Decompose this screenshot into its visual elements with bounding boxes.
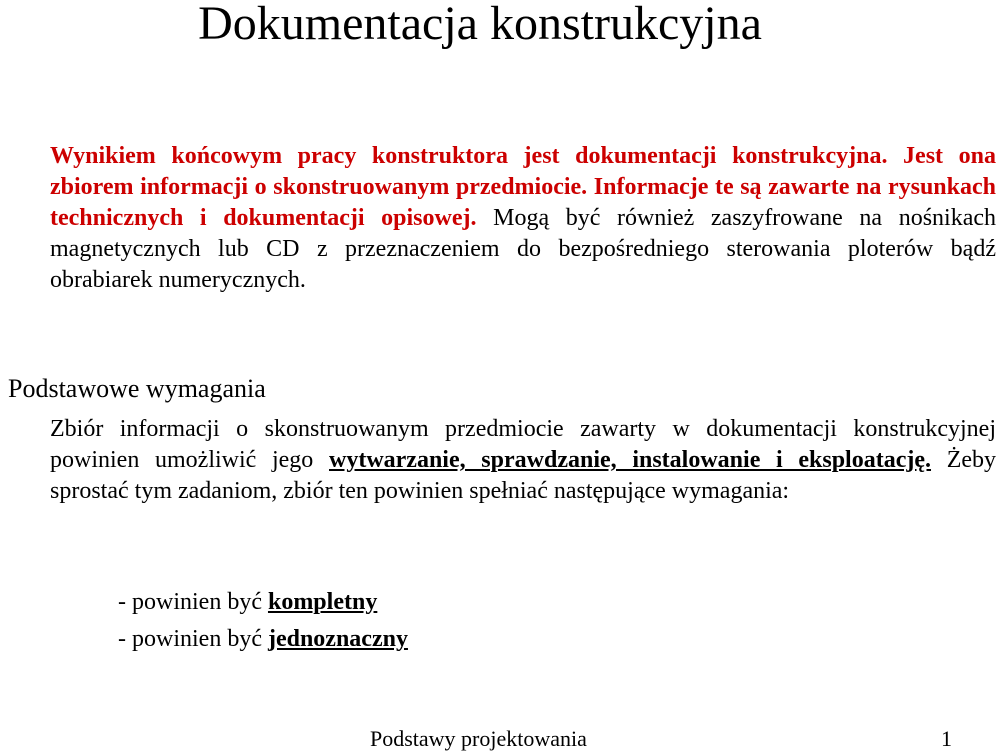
- list-item-prefix: - powinien być: [118, 589, 268, 615]
- requirements-paragraph: [8, 414, 996, 507]
- intro-highlight-text: Wynikiem końcowym pracy konstruktora jest dokumentacji konstrukcyjna. Jest ona zbiorem informacji o skonstruowanym przedmiocie. Informacje te są zawarte na rysunkach technicznych i dokumentacji opisowej.: [50, 143, 996, 231]
- footer-course-name: Podstawy projektowania: [370, 726, 587, 751]
- requirements-emphasis: wytwarzanie, sprawdzanie, instalowanie i eksploatację.: [329, 447, 932, 473]
- requirements-text-part2: Żeby sprostać tym zadaniom, zbiór ten powinien spełniać następujące wymagania:: [50, 447, 996, 504]
- section-heading: Podstawowe wymagania: [8, 374, 266, 403]
- list-item-term: kompletny: [267, 589, 378, 615]
- intro-paragraph: [8, 141, 996, 296]
- intro-normal-text: Mogą być również zaszyfrowane na nośnikach magnetycznych lub CD z przeznaczeniem do bezpośredniego sterowania ploterów bądź obrabiarek numerycznych.: [50, 205, 996, 293]
- list-item-term: jednoznaczny: [267, 626, 408, 652]
- list-item: [118, 621, 408, 658]
- requirements-list: [118, 584, 408, 658]
- page-title: Dokumentacja konstrukcyjna: [198, 0, 762, 50]
- footer-page-number: 1: [941, 726, 952, 751]
- list-item-prefix: - powinien być: [118, 626, 268, 652]
- requirements-text-part1: Zbiór informacji o skonstruowanym przedmiocie zawarty w dokumentacji konstrukcyjnej powinien umożliwić jego: [50, 416, 996, 473]
- list-item: [118, 584, 408, 621]
